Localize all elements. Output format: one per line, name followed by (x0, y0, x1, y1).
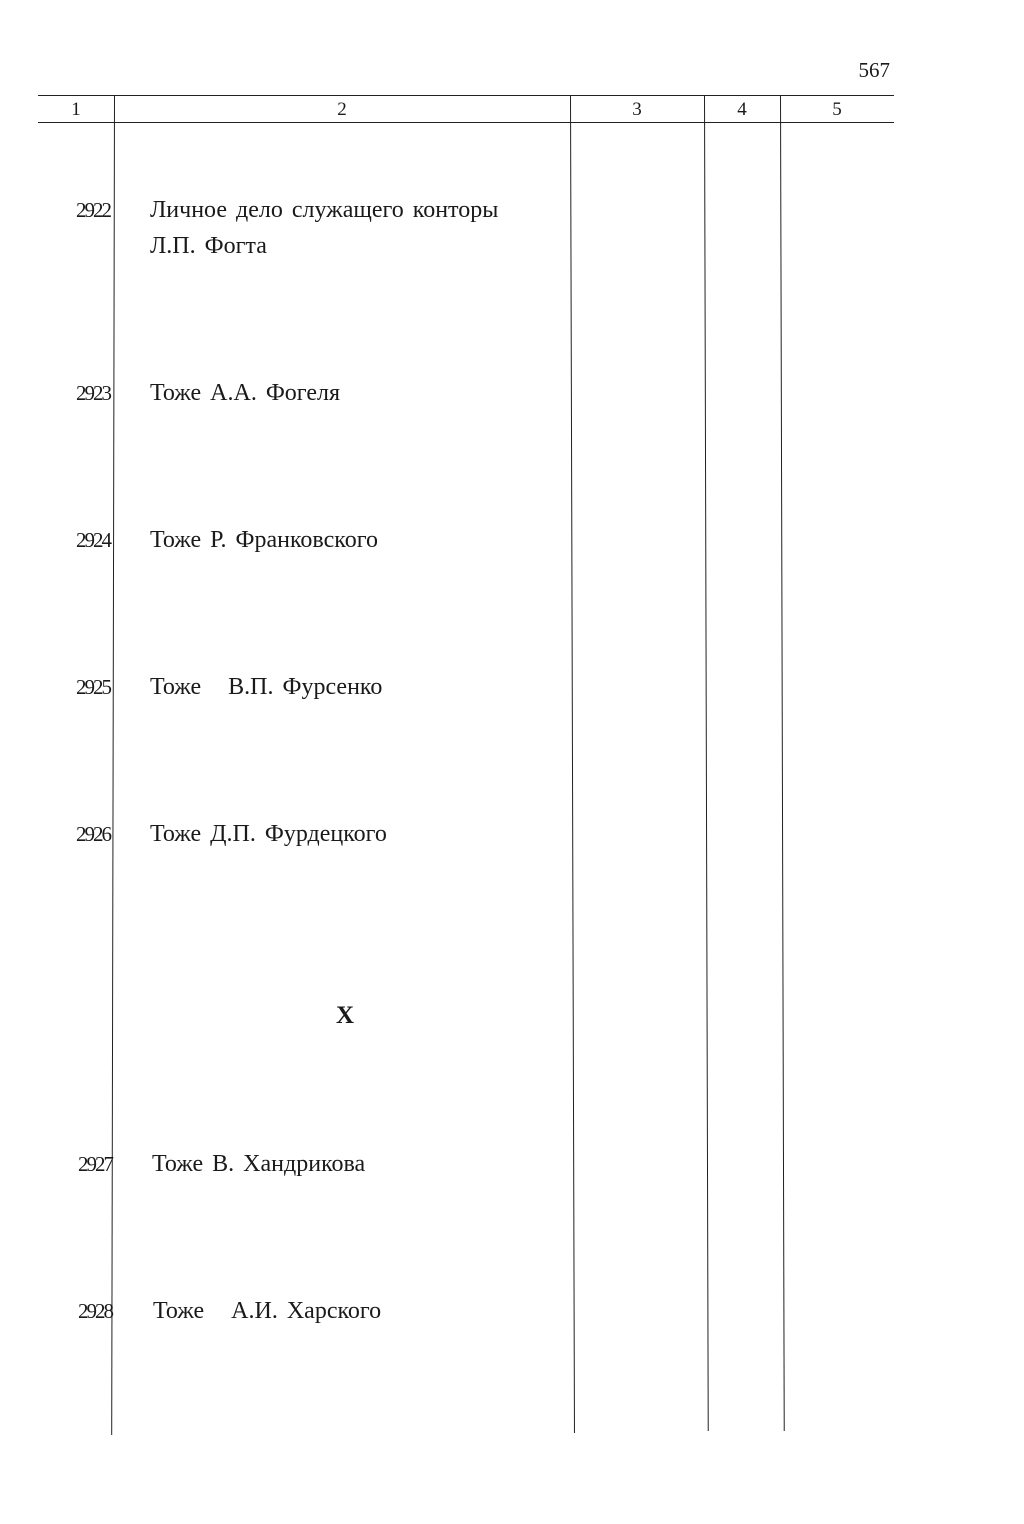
column-header-3: 3 (632, 99, 642, 120)
section-letter: X (336, 1002, 355, 1029)
row-title: Тоже В. Хандрикова (152, 1151, 366, 1177)
row-title: Личное дело служащего конторы Л.П. Фогта (150, 197, 499, 259)
row-title: Тоже А.И. Харского (153, 1298, 382, 1324)
row-number: 2927 (78, 1152, 112, 1176)
row-number: 2928 (78, 1299, 112, 1323)
row-number: 2925 (76, 675, 110, 699)
header-bottom-rule (38, 122, 894, 123)
column-header-1: 1 (71, 99, 81, 120)
header-top-rule (38, 95, 894, 96)
row-title: Тоже В.П. Фурсенко (150, 674, 383, 700)
column-divider-3 (704, 95, 709, 1431)
column-divider-4 (780, 95, 785, 1431)
row-title: Тоже А.А. Фогеля (150, 380, 340, 406)
row-number: 2923 (76, 381, 110, 405)
row-title: Тоже Д.П. Фурдецкого (150, 821, 387, 847)
page-number: 567 (858, 58, 890, 82)
row-title: Тоже Р. Франковского (150, 527, 378, 553)
column-header-4: 4 (737, 99, 747, 120)
column-divider-1 (111, 95, 115, 1435)
column-header-2: 2 (337, 99, 347, 120)
row-number: 2924 (76, 528, 110, 552)
column-header-5: 5 (832, 99, 842, 120)
column-divider-2 (570, 95, 575, 1433)
row-number: 2922 (76, 198, 110, 222)
row-number: 2926 (76, 822, 110, 846)
